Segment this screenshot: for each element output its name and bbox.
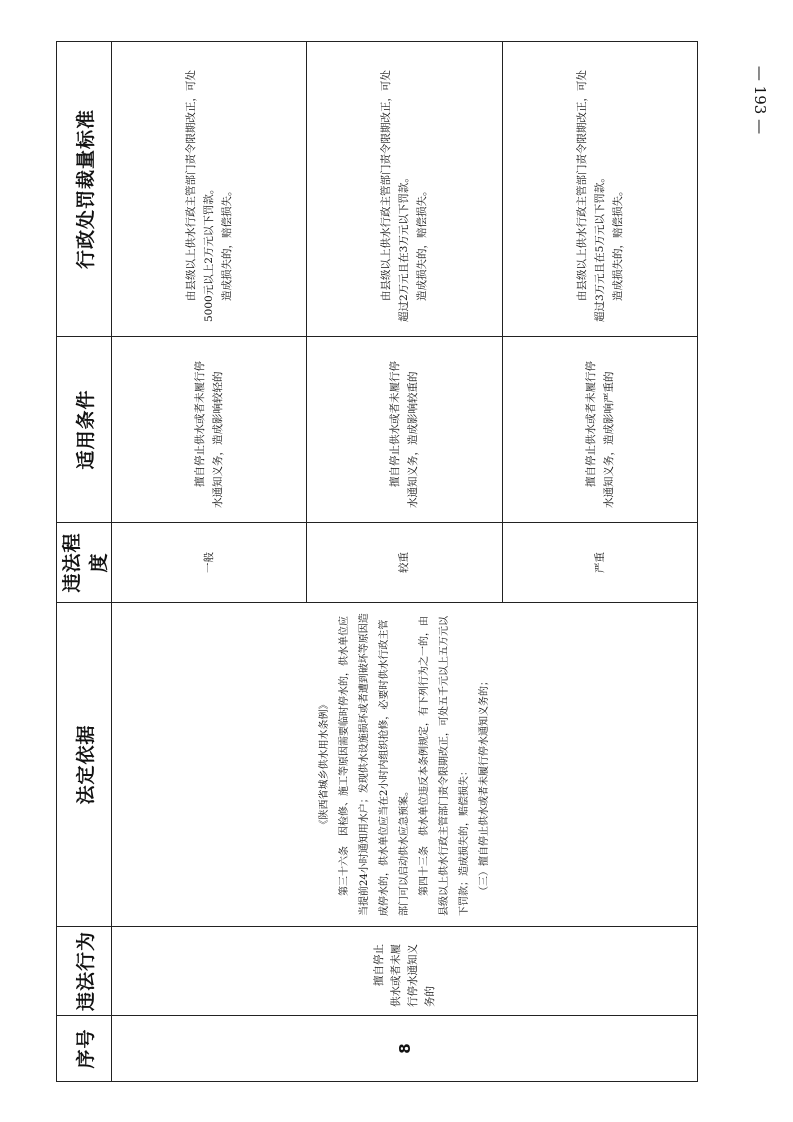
standard-text: 由县级以上供水行政主管部门责令限期改正，可处超过3万元且在5万元以下罚款。 xyxy=(575,70,606,322)
basis-item-3: （三）擅自停止供水或者未履行停水通知义务的； xyxy=(478,676,490,896)
header-no: 序号 xyxy=(57,1016,112,1082)
standard-compensation: 造成损失的，赔偿损失。 xyxy=(611,185,624,301)
penalty-table xyxy=(56,41,698,1082)
basis-article-43: 第四十三条 供水单位违反本条例规定，有下列行为之一的，由县级以上供水行政主管部门责令限期改正，可处五千元以上五万元以下罚款；造成损失的，赔偿损失： xyxy=(418,616,470,916)
page-number-text: — 193 — xyxy=(751,65,769,135)
page-number xyxy=(749,52,771,148)
cell-standard-severe xyxy=(502,42,697,337)
standard-compensation: 造成损失的，赔偿损失。 xyxy=(221,185,234,301)
table-row xyxy=(112,42,307,1082)
cell-condition-general: 擅自停止供水或者未履行停水通知义务，造成影响较轻的 xyxy=(112,337,307,523)
cell-standard-serious xyxy=(307,42,502,337)
basis-article-36: 第三十六条 因检修、施工等原因需要临时停水的，供水单位应当提前24小时通知用水户；发现供水设施损坏或者遭到破坏等原因造成停水的，供水单位应当在2小时内组织抢修，必要时供水行政主管部门可以启动供水应急预案。 xyxy=(338,613,410,916)
cell-basis xyxy=(112,603,698,927)
cell-severity-general: 一般 xyxy=(112,523,307,603)
header-basis: 法定依据 xyxy=(57,603,112,927)
cell-severity-severe: 严重 xyxy=(502,523,697,603)
cell-condition-severe: 擅自停止供水或者未履行停水通知义务，造成影响严重的 xyxy=(502,337,697,523)
cell-act: 擅自停止供水或者未履行停水通知义务的 xyxy=(112,927,698,1016)
header-standard: 行政处罚裁量标准 xyxy=(57,42,112,337)
standard-text: 由县级以上供水行政主管部门责令限期改正，可处超过2万元且在3万元以下罚款。 xyxy=(380,70,411,322)
cell-standard-general xyxy=(112,42,307,337)
cell-severity-serious: 较重 xyxy=(307,523,502,603)
rotated-table-container xyxy=(56,42,698,1082)
header-row xyxy=(57,42,112,1082)
standard-text: 由县级以上供水行政主管部门责令限期改正，可处5000元以上2万元以下罚款。 xyxy=(185,70,216,322)
header-severity: 违法程度 xyxy=(57,523,112,603)
header-condition: 适用条件 xyxy=(57,337,112,523)
standard-compensation: 造成损失的，赔偿损失。 xyxy=(416,185,429,301)
header-act: 违法行为 xyxy=(57,927,112,1016)
basis-title: 《陕西省城乡供水用水条例》 xyxy=(318,699,330,830)
cell-condition-serious: 擅自停止供水或者未履行停水通知义务，造成影响较重的 xyxy=(307,337,502,523)
cell-no: 8 xyxy=(112,1016,698,1082)
